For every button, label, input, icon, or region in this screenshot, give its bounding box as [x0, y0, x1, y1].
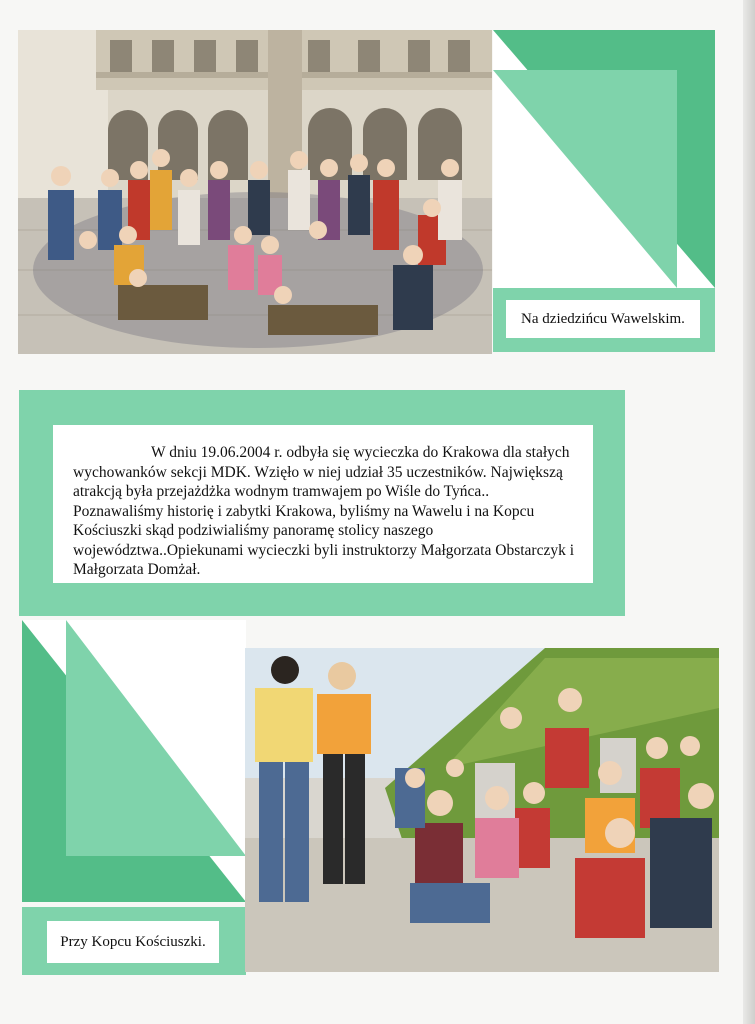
story-text-panel	[53, 425, 593, 583]
bottom-decor-triangles	[22, 620, 246, 902]
photo-kosciuszko-mound	[245, 648, 719, 972]
story-text: W dniu 19.06.2004 r. odbyła się wycieczka do Krakowa dla stałych wychowanków sekcji MDK. Wzięło w niej udział 35 uczestników. Największą atrakcją była przejażdżka wodnym tramwajem po Wiśle do Tyńca.. Poznawaliśmy historię i zabytki Krakowa, byliśmy na Wawelu i na Kopcu Kościuszki skąd podziwialiśmy panoramę stolicy naszego województwa..Opiekunami wycieczki byli instruktorzy Małgorzata Obstarczyk i Małgorzata Domżał.	[73, 444, 575, 578]
top-caption: Na dziedzińcu Wawelskim.	[506, 300, 700, 338]
top-decor-triangles	[493, 30, 715, 288]
page-edge	[743, 0, 755, 1024]
photo-wawel-courtyard	[18, 30, 492, 354]
bottom-caption: Przy Kopcu Kościuszki.	[47, 921, 219, 963]
